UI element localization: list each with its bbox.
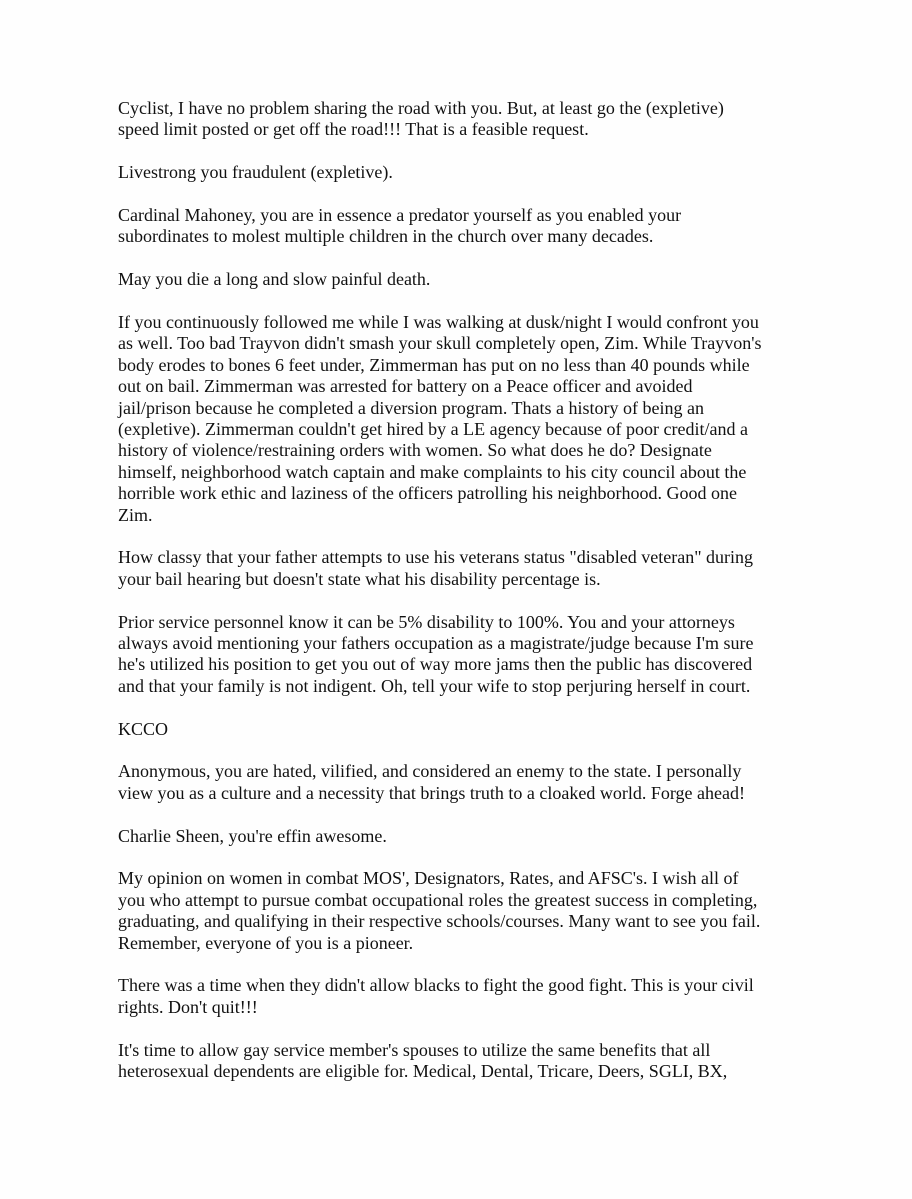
paragraph-death-wish: May you die a long and slow painful death.: [118, 269, 431, 290]
paragraph-zimmerman: If you continuously followed me while I was walking at dusk/night I would confront you as well. Too bad Trayvon didn't smash your skull completely open, Zim. While Trayvon's body erodes to bones 6 feet under, Zimmerman has put on no less than 40 pounds while out on bail. Zimmerman was arrested for battery on a Peace officer and avoided jail/prison because he completed a diversion program. Thats a history of being an (expletive). Zimmerman couldn't get hired by a LE agency because of poor credit/and a history of violence/restraining orders with women. So what does he do? Designate himself, neighborhood watch captain and make complaints to his city council about the horrible work ethic and laziness of the officers patrolling his neighborhood. Good one Zim.: [118, 312, 762, 525]
document-body: [118, 98, 794, 1104]
paragraph-kcco: KCCO: [118, 718, 169, 739]
paragraph-women-in-combat: My opinion on women in combat MOS', Designators, Rates, and AFSC's. I wish all of you who attempt to pursue combat occupational roles the greatest success in completing, graduating, and qualifying in their respective schools/courses. Many want to see you fail. Remember, everyone of you is a pioneer.: [118, 868, 761, 953]
paragraph-cardinal-mahoney: Cardinal Mahoney, you are in essence a predator yourself as you enabled your subordinates to molest multiple children in the church over many decades.: [118, 205, 682, 247]
paragraph-prior-service: Prior service personnel know it can be 5% disability to 100%. You and your attorneys always avoid mentioning your fathers occupation as a magistrate/judge because I'm sure he's utilized his position to get you out of way more jams then the public has discovered and that your family is not indigent. Oh, tell your wife to stop perjuring herself in court.: [118, 611, 754, 696]
paragraph-livestrong: Livestrong you fraudulent (expletive).: [118, 162, 393, 183]
paragraph-charlie-sheen: Charlie Sheen, you're effin awesome.: [118, 825, 387, 846]
paragraph-cyclist: Cyclist, I have no problem sharing the road with you. But, at least go the (expletive) speed limit posted or get off the road!!! That is a feasible request.: [118, 98, 724, 140]
paragraph-anonymous: Anonymous, you are hated, vilified, and considered an enemy to the state. I personally view you as a culture and a necessity that brings truth to a cloaked world. Forge ahead!: [118, 761, 745, 803]
paragraph-gay-service-members: It's time to allow gay service member's spouses to utilize the same benefits that all heterosexual dependents are eligible for. Medical, Dental, Tricare, Deers, SGLI, BX,: [118, 1039, 728, 1082]
paragraph-civil-rights: There was a time when they didn't allow blacks to fight the good fight. This is your civil rights. Don't quit!!!: [118, 975, 754, 1017]
paragraph-veteran-status: How classy that your father attempts to use his veterans status "disabled veteran" during your bail hearing but doesn't state what his disability percentage is.: [118, 547, 754, 589]
